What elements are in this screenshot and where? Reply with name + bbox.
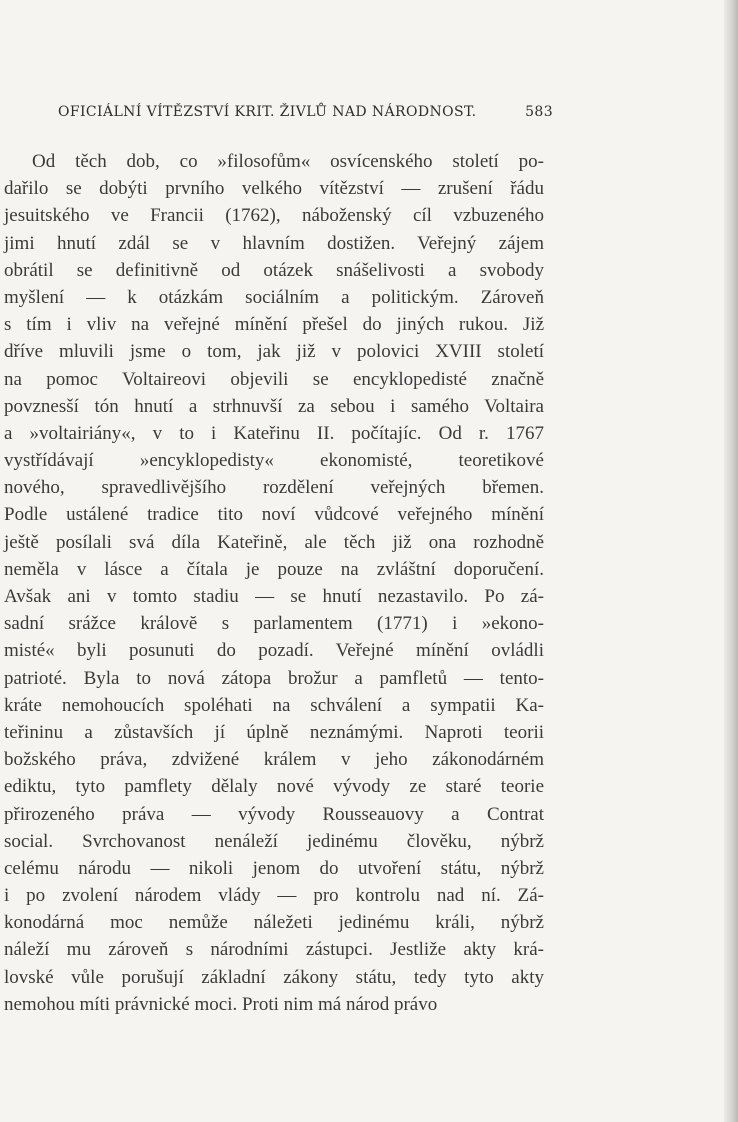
text-line: Od těch dob, co »filosofům« osvícenského století po- bbox=[32, 151, 544, 172]
text-line: a »voltairiány«, v to i Kateřinu II. počítajíc. Od r. 1767 bbox=[4, 422, 544, 444]
text-line: patrioté. Byla to nová zátopa brožur a pamfletů — tento- bbox=[4, 667, 544, 689]
text-line: povznesší tón hnutí a strhnuvší za sebou i samého Voltaira bbox=[4, 395, 544, 417]
text-line: kráte nemohoucích spoléhati na schválení a sympatii Ka- bbox=[4, 694, 544, 716]
text-line: božského práva, zdvižené králem v jeho zákonodárném bbox=[4, 749, 544, 771]
text-line: obrátil se definitivně od otázek snášelivosti a svobody bbox=[4, 259, 544, 281]
text-line: Podle ustálené tradice tito noví vůdcové veřejného mínění bbox=[4, 504, 544, 526]
text-line: teřininu a zůstavších jí úplně neznámými. Naproti teorii bbox=[4, 721, 544, 743]
text-line: přirozeného práva — vývody Rousseauovy a Contrat bbox=[4, 803, 544, 825]
text-line: ještě posílali svá díla Kateřině, ale těch již ona rozhodně bbox=[4, 531, 544, 553]
page-edge-shadow bbox=[724, 0, 738, 1122]
text-line: lovské vůle porušují základní zákony státu, tedy tyto akty bbox=[4, 966, 544, 988]
text-line: nemohou míti právnické moci. Proti nim má národ právo bbox=[4, 993, 438, 1015]
text-line: jesuitského ve Francii (1762), náboženský cíl vzbuzeného bbox=[4, 205, 544, 227]
text-line: na pomoc Voltaireovi objevili se encyklopedisté značně bbox=[4, 368, 544, 390]
text-line: vystřídávají »encyklopedisty« ekonomisté, teoretikové bbox=[4, 450, 544, 472]
body-text bbox=[4, 148, 544, 1018]
text-line: nového, spravedlivějšího rozdělení veřejných břemen. bbox=[4, 477, 544, 499]
text-line: ediktu, tyto pamflety dělaly nové vývody ze staré teorie bbox=[4, 776, 544, 798]
text-line: celému národu — nikoli jenom do utvoření státu, nýbrž bbox=[4, 857, 544, 879]
text-line: social. Svrchovanost nenáleží jedinému člověku, nýbrž bbox=[4, 830, 544, 852]
text-line: s tím i vliv na veřejné mínění přešel do jiných rukou. Již bbox=[4, 314, 544, 336]
text-line: dařilo se dobýti prvního velkého vítězství — zrušení řádu bbox=[4, 178, 544, 200]
text-line: myšlení — k otázkám sociálním a politickým. Zároveň bbox=[4, 286, 544, 308]
text-line: sadní srážce královĕ s parlamentem (1771) i »ekono- bbox=[4, 613, 544, 635]
running-head-title: OFICIÁLNÍ VÍTĚZSTVÍ KRIT. ŽIVLŮ NAD NÁRODNOST. bbox=[58, 104, 477, 120]
text-line: neměla v lásce a čítala je pouze na zvláštní doporučení. bbox=[4, 558, 544, 580]
text-line: dříve mluvili jsme o tom, jak již v polovici XVIII století bbox=[4, 341, 544, 363]
text-line: misté« byli posunuti do pozadí. Veřejné mínění ovládli bbox=[4, 640, 544, 662]
text-line: Avšak ani v tomto stadiu — se hnutí nezastavilo. Po zá- bbox=[4, 586, 544, 607]
page-number: 583 bbox=[525, 104, 553, 120]
text-line: jimi hnutí zdál se v hlavním dostižen. Veřejný zájem bbox=[4, 232, 544, 254]
text-line: i po zvolení národem vlády — pro kontrolu nad ní. Zá- bbox=[4, 885, 544, 907]
text-line: konodárná moc nemůže náležeti jedinému králi, nýbrž bbox=[4, 912, 544, 934]
text-line: náleží mu zároveň s národními zástupci. Jestliže akty krá- bbox=[4, 939, 544, 961]
running-head bbox=[58, 104, 553, 120]
